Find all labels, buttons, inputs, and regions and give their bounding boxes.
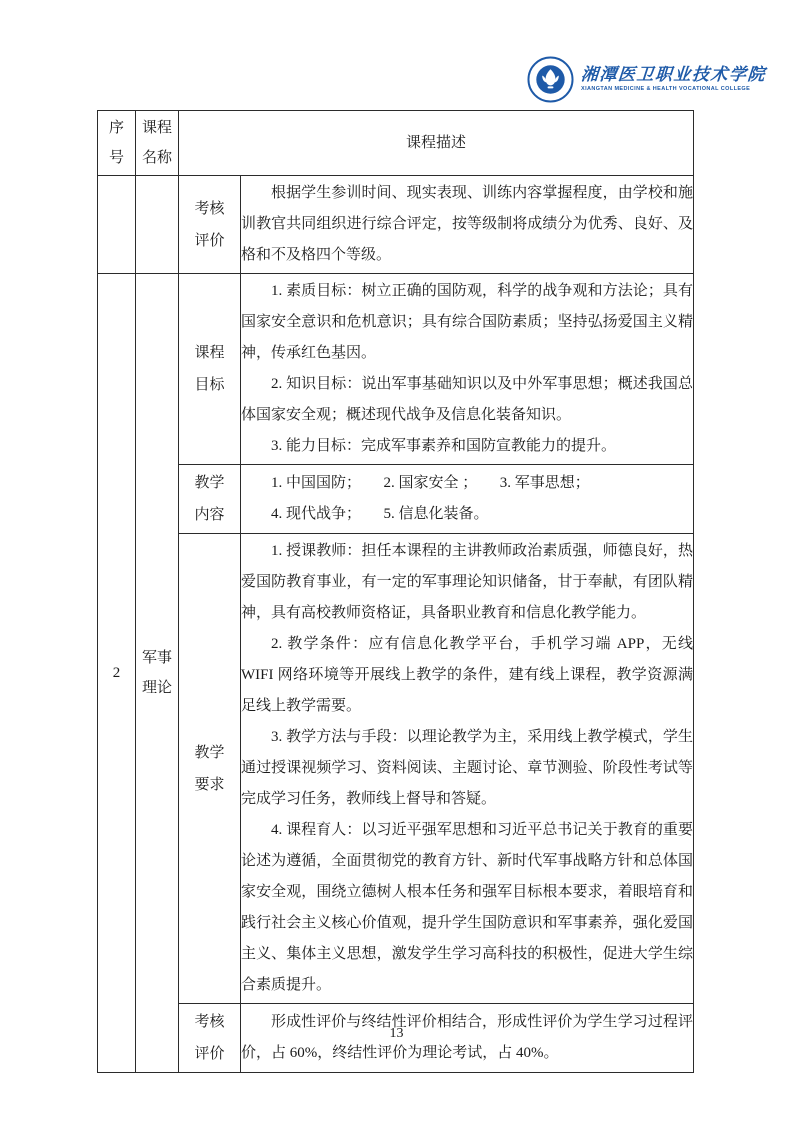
index-cell-empty (98, 176, 136, 274)
header-course-name-label: 课程名称 (142, 120, 173, 166)
section-label-assessment-2: 考核评价 (179, 1004, 241, 1073)
paragraph: 3. 教学方法与手段：以理论教学为主，采用线上教学模式，学生通过授课视频学习、资料阅读、主题讨论、章节测验、阶段性考试等完成学习任务，教师线上督导和答疑。 (241, 729, 694, 807)
table-row (98, 274, 694, 465)
college-name-chinese: 湘潭医卫职业技术学院 (580, 65, 767, 85)
course-table-container (97, 110, 693, 1073)
table-row (98, 534, 694, 1004)
section-label-teaching-requirements: 教学要求 (179, 534, 241, 1004)
college-name (581, 66, 766, 93)
section-label-assessment: 考核评价 (179, 176, 241, 274)
paragraph: 1. 授课教师：担任本课程的主讲教师政治素质强，师德良好，热爱国防教育事业，有一定的军事理论知识储备，甘于奉献，有团队精神，具有高校教师资格证，具备职业教育和信息化教学能力。 (241, 543, 694, 621)
course-name-cell-military-theory: 军事理论 (136, 274, 179, 1073)
paragraph: 4. 课程育人：以习近平强军思想和习近平总书记关于教育的重要论述为遵循，全面贯彻党的教育方针、新时代军事战略方针和总体国家安全观，围绕立德树人根本任务和强军目标根本要求，着眼培育和践行社会主义核心价值观，提升学生国防意识和军事素养，强化爱国主义、集体主义思想，激发学生学习高科技的积极性，促进大学生综合素质提升。 (241, 822, 694, 993)
section-content-assessment (241, 176, 694, 274)
paragraph: 1. 素质目标：树立正确的国防观，科学的战争观和方法论；具有国家安全意识和危机意识；具有综合国防素质；坚持弘扬爱国主义精神，传承红色基因。 (241, 283, 694, 361)
paragraph: 形成性评价与终结性评价相结合，形成性评价为学生学习过程评价，占 60%，终结性评价为理论考试，占 40%。 (241, 1014, 694, 1061)
page-number: 13 (389, 1026, 404, 1041)
section-content-teaching-content (241, 465, 694, 534)
table-header-row (98, 111, 694, 176)
college-emblem-icon (527, 56, 574, 103)
header-cell-course-desc (179, 111, 694, 176)
paragraph: 根据学生参训时间、现实表现、训练内容掌握程度，由学校和施训教官共同组织进行综合评定，按等级制将成绩分为优秀、良好、及格和不及格四个等级。 (241, 185, 694, 263)
table-row (98, 465, 694, 534)
college-logo (527, 56, 766, 103)
section-content-teaching-requirements (241, 534, 694, 1004)
section-label-teaching-content: 教学内容 (179, 465, 241, 534)
paragraph: 2. 教学条件：应有信息化教学平台，手机学习端 APP，无线 WIFI 网络环境等开展线上教学的条件，建有线上课程，教学资源满足线上教学需要。 (241, 636, 694, 714)
header-cell-index (98, 111, 136, 176)
course-name-cell-empty (136, 176, 179, 274)
paragraph: 3. 能力目标：完成军事素养和国防宣教能力的提升。 (271, 438, 617, 454)
paragraph: 2. 知识目标：说出军事基础知识以及中外军事思想；概述我国总体国家安全观；概述现代战争及信息化装备知识。 (241, 376, 694, 423)
header-course-desc-label: 课程描述 (406, 135, 467, 151)
college-name-english: XIANGTAN MEDICINE & HEALTH VOCATIONAL COLLEGE (581, 86, 751, 93)
table-row (98, 176, 694, 274)
paragraph: 4. 现代战争； 5. 信息化装备。 (271, 506, 489, 522)
section-content-objectives (241, 274, 694, 465)
section-label-objectives: 课程目标 (179, 274, 241, 465)
index-cell-2: 2 (98, 274, 136, 1073)
course-description-table (97, 110, 694, 1073)
paragraph: 1. 中国国防； 2. 国家安全 ； 3. 军事思想； (271, 475, 590, 491)
header-cell-course-name (136, 111, 179, 176)
header-index-label: 序号 (109, 120, 125, 166)
